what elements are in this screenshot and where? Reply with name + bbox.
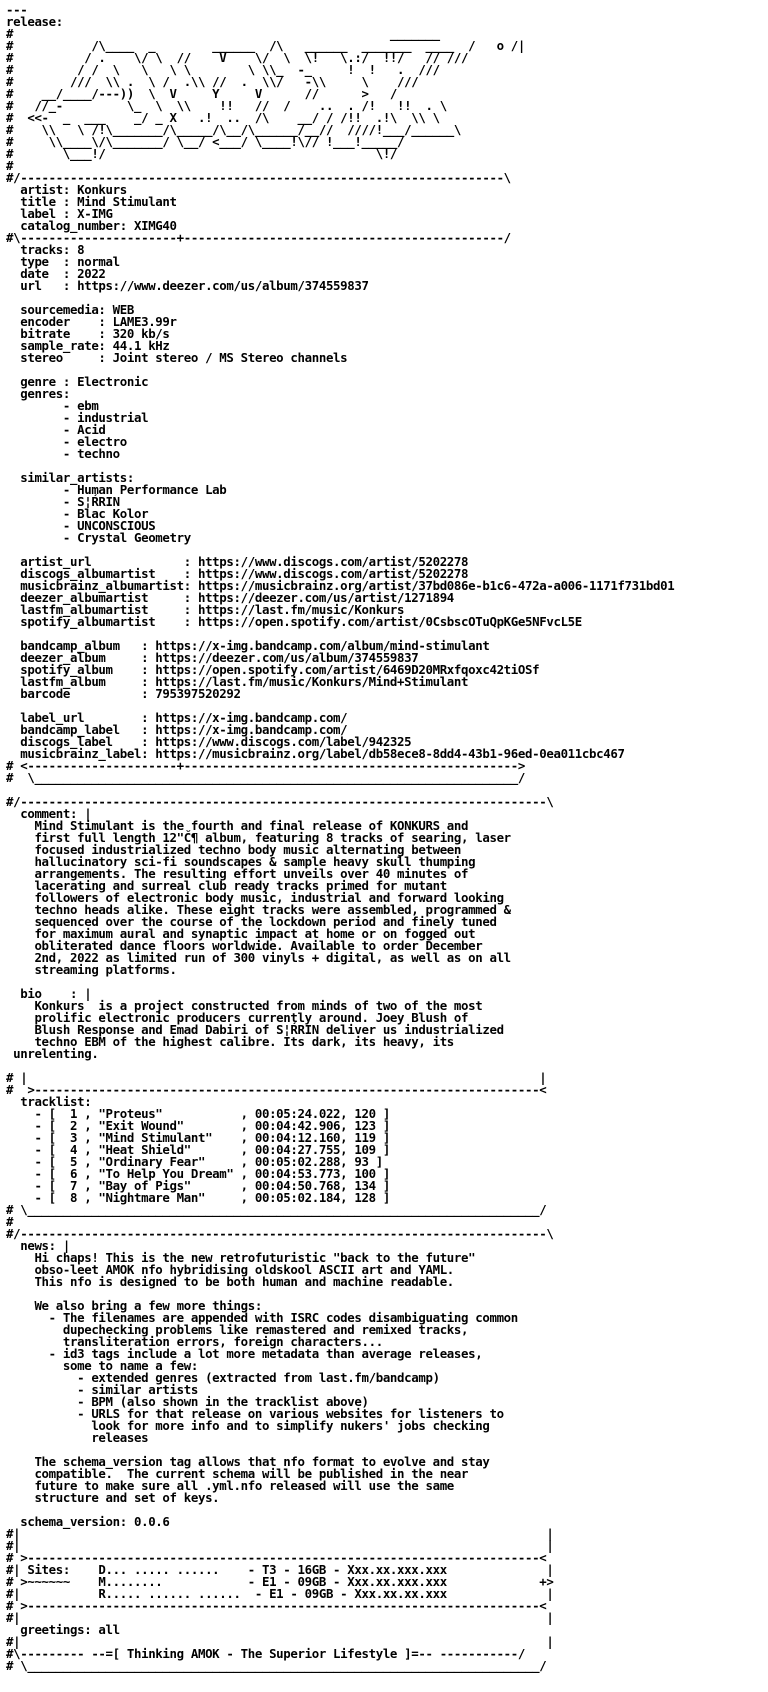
nfo-line: hallucinatory sci-fi soundscapes & sample heavy skull thumping bbox=[6, 854, 476, 869]
nfo-line: Mind Stimulant is the fourth and final release of KONKURS and bbox=[6, 818, 469, 833]
nfo-line: url : https://www.deezer.com/us/album/374559837 bbox=[6, 278, 369, 293]
nfo-line: - URLS for that release on various websites for listeners to bbox=[6, 1406, 504, 1421]
nfo-line: # >-----------------------------------------------------------------------< bbox=[6, 1082, 547, 1097]
nfo-line: musicbrainz_albumartist: https://musicbrainz.org/artist/37bd086e-b1c6-472a-a006-1171f731bd01 bbox=[6, 578, 675, 593]
nfo-line: transliteration errors, foreign characters... bbox=[6, 1334, 383, 1349]
nfo-line: schema_version: 0.0.6 bbox=[6, 1514, 170, 1529]
nfo-line: # \\____\/\_______/ \__/ <___/ \____!\// !___!_____/ bbox=[6, 134, 405, 149]
nfo-line: # | | bbox=[6, 1070, 547, 1085]
nfo-line: - ebm bbox=[6, 398, 99, 413]
nfo-line: # \___!/ \!/ bbox=[6, 146, 398, 161]
nfo-line: stereo : Joint stereo / MS Stereo channels bbox=[6, 350, 348, 365]
nfo-line: artist: Konkurs bbox=[6, 182, 127, 197]
nfo-line: label : X-IMG bbox=[6, 206, 113, 221]
nfo-line: look for more info and to simplify nukers' jobs checking bbox=[6, 1418, 490, 1433]
nfo-line: #| Sites: D... ..... ...... - T3 - 16GB - Xxx.xx.xxx.xxx | bbox=[6, 1562, 554, 1577]
nfo-line: #| | bbox=[6, 1526, 554, 1541]
nfo-line: # bbox=[6, 158, 14, 173]
nfo-line: # / . \/ \ // V \/ \ \! \.:/ !!/ // /// bbox=[6, 50, 469, 65]
nfo-line: We also bring a few more things: bbox=[6, 1298, 262, 1313]
nfo-line: bio : | bbox=[6, 986, 92, 1001]
nfo-line: #\----------------------+---------------------------------------------/ bbox=[6, 230, 511, 245]
nfo-line: musicbrainz_label: https://musicbrainz.org/label/db58ece8-8dd4-43b1-96ed-0ea011cbc467 bbox=[6, 746, 625, 761]
nfo-line: - [ 7 , "Bay of Pigs" , 00:04:50.768, 134 ] bbox=[6, 1178, 390, 1193]
nfo-line: compatible. The current schema will be published in the near bbox=[6, 1466, 469, 1481]
nfo-line: #\--------- --=[ Thinking AMOK - The Superior Lifestyle ]=-- -----------/ bbox=[6, 1646, 526, 1661]
nfo-line: - [ 3 , "Mind Stimulant" , 00:04:12.160, 119 ] bbox=[6, 1130, 390, 1145]
nfo-line: title : Mind Stimulant bbox=[6, 194, 177, 209]
nfo-line: bandcamp_label : https://x-img.bandcamp.com/ bbox=[6, 722, 348, 737]
nfo-line: tracks: 8 bbox=[6, 242, 85, 257]
nfo-line: # /\____ _ ______ /\ ______ _______ ____ / o /| bbox=[6, 38, 526, 53]
nfo-line: lastfm_albumartist : https://last.fm/music/Konkurs bbox=[6, 602, 405, 617]
nfo-line: techno EBM of the highest calibre. Its dark, its heavy, its bbox=[6, 1034, 454, 1049]
nfo-line: deezer_album : https://deezer.com/us/album/374559837 bbox=[6, 650, 419, 665]
nfo-line: - S¦ŔRIN bbox=[6, 494, 120, 509]
nfo-line: #| | bbox=[6, 1538, 554, 1553]
nfo-line: releases bbox=[6, 1430, 149, 1445]
nfo-line: - [ 1 , "Proteus" , 00:05:24.022, 120 ] bbox=[6, 1106, 390, 1121]
nfo-line: followers of electronic body music, industrial and forward looking bbox=[6, 890, 504, 905]
nfo-line: type : normal bbox=[6, 254, 120, 269]
nfo-line: # __/____/---)) \ V Y V // > / bbox=[6, 86, 398, 101]
nfo-line: #/--------------------------------------------------------------------------\ bbox=[6, 1226, 554, 1241]
nfo-line: date : 2022 bbox=[6, 266, 106, 281]
nfo-line: - BPM (also shown in the tracklist above) bbox=[6, 1394, 369, 1409]
nfo-line: # \________________________________________________________________________/ bbox=[6, 1202, 547, 1217]
nfo-line: spotify_albumartist : https://open.spotify.com/artist/0CsbscOTuQpKGe5NFvcL5E bbox=[6, 614, 582, 629]
nfo-line: # \________________________________________________________________________/ bbox=[6, 1658, 547, 1673]
nfo-line: - UNCONSCIOUS bbox=[6, 518, 156, 533]
nfo-line: - id3 tags include a lot more metadata than average releases, bbox=[6, 1346, 483, 1361]
nfo-line: - electro bbox=[6, 434, 127, 449]
nfo-line: focused industrialized techno body music alternating between bbox=[6, 842, 462, 857]
nfo-line: greetings: all bbox=[6, 1622, 120, 1637]
nfo-line: some to name a few: bbox=[6, 1358, 198, 1373]
nfo-line: - [ 4 , "Heat Shield" , 00:04:27.755, 109 ] bbox=[6, 1142, 390, 1157]
nfo-line: # //_- \_ \ \\ !! // / .. . /! !! . \ bbox=[6, 98, 447, 113]
nfo-line: Konkurs is a project constructed from minds of two of the most bbox=[6, 998, 483, 1013]
nfo-line: # <---------------------+-----------------------------------------------> bbox=[6, 758, 526, 773]
nfo-line: dupechecking problems like remastered and remixed tracks, bbox=[6, 1322, 469, 1337]
nfo-line: #| R..... ...... ...... - E1 - 09GB - Xxx.xx.xx.xxx | bbox=[6, 1586, 554, 1601]
nfo-line: #/--------------------------------------------------------------------------\ bbox=[6, 794, 554, 809]
nfo-line: discogs_albumartist : https://www.discogs.com/artist/5202278 bbox=[6, 566, 469, 581]
nfo-line: Hi chaps! This is the new retrofuturistic "back to the future" bbox=[6, 1250, 476, 1265]
nfo-line: obso-leet AMOK nfo hybridising oldskool ASCII art and YAML. bbox=[6, 1262, 454, 1277]
nfo-line: lacerating and surreal club ready tracks primed for mutant bbox=[6, 878, 447, 893]
nfo-line: first full length 12"Č¶ album, featuring 8 tracks of searing, laser bbox=[6, 830, 511, 845]
nfo-line: for maximum aural and synaptic impact at home or on fogged out bbox=[6, 926, 476, 941]
nfo-line: - [ 6 , "To Help You Dream" , 00:04:53.773, 100 ] bbox=[6, 1166, 390, 1181]
nfo-line: techno heads alike. These eight tracks were assembled, programmed & bbox=[6, 902, 511, 917]
nfo-line: genre : Electronic bbox=[6, 374, 149, 389]
nfo-line: streaming platforms. bbox=[6, 962, 177, 977]
nfo-line: artist_url : https://www.discogs.com/artist/5202278 bbox=[6, 554, 469, 569]
nfo-line: #| | bbox=[6, 1610, 554, 1625]
nfo-line: - [ 5 , "Ordinary Fear" , 00:05:02.288, 93 ] bbox=[6, 1154, 383, 1169]
nfo-line: # \____________________________________________________________________/ bbox=[6, 770, 526, 785]
nfo-line: # / / \ \ \ \ \ \\_ -_ ! ! . /// bbox=[6, 62, 440, 77]
nfo-line: # >------------------------------------------------------------------------< bbox=[6, 1550, 547, 1565]
nfo-line: sourcemedia: WEB bbox=[6, 302, 134, 317]
nfo-line: #/--------------------------------------------------------------------\ bbox=[6, 170, 511, 185]
nfo-line: - industrial bbox=[6, 410, 149, 425]
nfo-line: - Crystal Geometry bbox=[6, 530, 191, 545]
nfo-line: This nfo is designed to be both human and machine readable. bbox=[6, 1274, 454, 1289]
nfo-line: # _______ bbox=[6, 26, 440, 41]
nfo-line: 2nd, 2022 as limited run of 300 vinyls + digital, as well as on all bbox=[6, 950, 511, 965]
nfo-line: prolific electronic producers currently around. Joey Blush of bbox=[6, 1010, 469, 1025]
nfo-line: # >~~~~~~ M........ - E1 - 09GB - Xxx.xx.xxx.xxx +> bbox=[6, 1574, 554, 1589]
nfo-line: future to make sure all .yml.nfo released will use the same bbox=[6, 1478, 454, 1493]
nfo-line: - The filenames are appended with ISRC codes disambiguating common bbox=[6, 1310, 518, 1325]
nfo-line: - extended genres (extracted from last.fm/bandcamp) bbox=[6, 1370, 440, 1385]
nfo-line: - [ 2 , "Exit Wound" , 00:04:42.906, 123 ] bbox=[6, 1118, 390, 1133]
nfo-line: barcode : 795397520292 bbox=[6, 686, 241, 701]
nfo-line: unrelenting. bbox=[6, 1046, 99, 1061]
nfo-line: --- bbox=[6, 2, 28, 17]
nfo-line: label_url : https://x-img.bandcamp.com/ bbox=[6, 710, 348, 725]
nfo-line: # \\ \ /!\_______/\_____/\__/\______/__// ////!___/______\ bbox=[6, 122, 462, 137]
nfo-line: #| | bbox=[6, 1634, 554, 1649]
nfo-line: - Blac Kolor bbox=[6, 506, 149, 521]
nfo-line: comment: | bbox=[6, 806, 92, 821]
nfo-line: # bbox=[6, 1214, 14, 1229]
nfo-line: sequenced over the course of the lockdown period and finely tuned bbox=[6, 914, 497, 929]
nfo-line: arrangements. The resulting effort unveils over 40 minutes of bbox=[6, 866, 469, 881]
nfo-line: Blush Response and Emad Dabiri of S¦ŔRIN deliver us industrialized bbox=[6, 1022, 504, 1037]
nfo-line: bandcamp_album : https://x-img.bandcamp.com/album/mind-stimulant bbox=[6, 638, 490, 653]
nfo-line: structure and set of keys. bbox=[6, 1490, 220, 1505]
nfo-line: obliterated dance floors worldwide. Available to order December bbox=[6, 938, 483, 953]
nfo-line: lastfm_album : https://last.fm/music/Konkurs/Mind+Stimulant bbox=[6, 674, 469, 689]
nfo-line: - Human Performance Lab bbox=[6, 482, 227, 497]
nfo-line: release: bbox=[6, 14, 63, 29]
nfo-line: # /// \\ . \ / .\\ // . \\/ -\\ \ /// bbox=[6, 74, 419, 89]
nfo-line: encoder : LAME3.99r bbox=[6, 314, 177, 329]
nfo-line: deezer_albumartist : https://deezer.com/us/artist/1271894 bbox=[6, 590, 454, 605]
nfo-line: - techno bbox=[6, 446, 120, 461]
nfo-line: genres: bbox=[6, 386, 70, 401]
nfo-line: # <<- _ ___ _/ _ X .! .. /\ __/ / /!! .!\ \\ \ bbox=[6, 110, 440, 125]
nfo-line: sample_rate: 44.1 kHz bbox=[6, 338, 170, 353]
nfo-line: The schema_version tag allows that nfo format to evolve and stay bbox=[6, 1454, 490, 1469]
nfo-line: news: | bbox=[6, 1238, 70, 1253]
nfo-line: - similar artists bbox=[6, 1382, 198, 1397]
nfo-line: catalog_number: XIMG40 bbox=[6, 218, 177, 233]
nfo-line: spotify_album : https://open.spotify.com/artist/6469D20MRxfqoxc42tiOSf bbox=[6, 662, 540, 677]
nfo-line: discogs_label : https://www.discogs.com/label/942325 bbox=[6, 734, 412, 749]
nfo-line: - [ 8 , "Nightmare Man" , 00:05:02.184, 128 ] bbox=[6, 1190, 390, 1205]
nfo-line: bitrate : 320 kb/s bbox=[6, 326, 170, 341]
nfo-line: # >------------------------------------------------------------------------< bbox=[6, 1598, 547, 1613]
nfo-line: - Acid bbox=[6, 422, 106, 437]
nfo-line: tracklist: bbox=[6, 1094, 92, 1109]
nfo-line: similar_artists: bbox=[6, 470, 134, 485]
